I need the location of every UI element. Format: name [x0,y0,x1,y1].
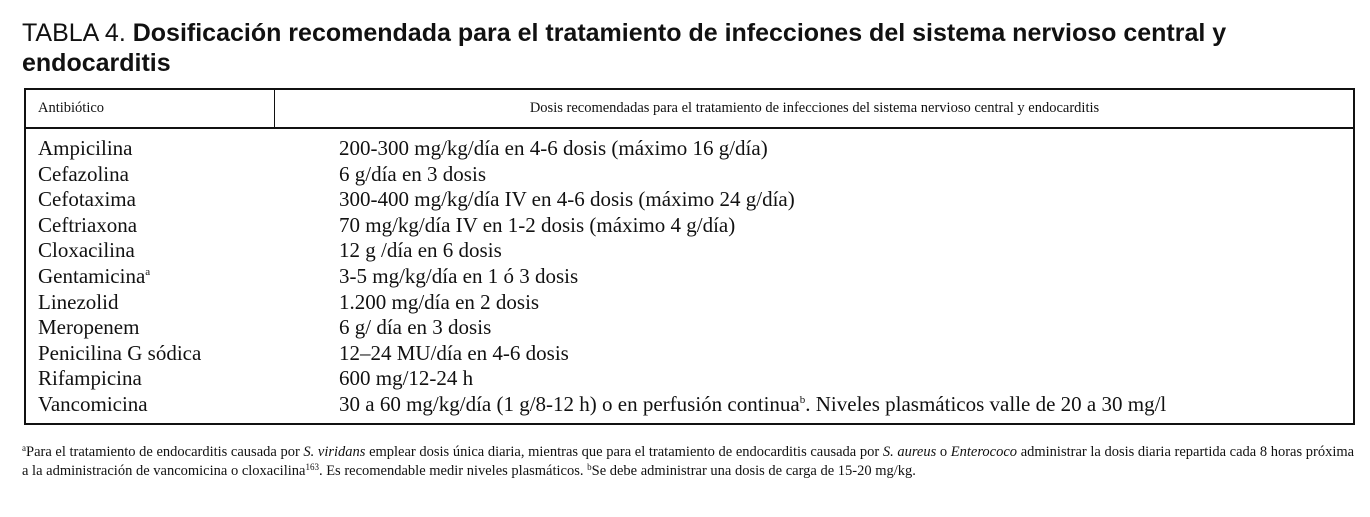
drug-name: Penicilina G sódica [38,340,202,365]
footnote-text: administrar la dosis diaria repartida cada 8 horas próxima a la administración de vancomicina o cloxacilina [22,444,1355,479]
table-row [26,213,1353,239]
footnote-text: . Es recomendable medir niveles plasmáticos. [318,463,588,479]
drug-dose-cell [339,392,1166,417]
drug-dose: 12–24 MU/día en 4-6 dosis [339,340,569,365]
header-antibiotic: Antibiótico [38,100,105,116]
drug-dose: 12 g /día en 6 dosis [339,238,502,263]
table-caption: Dosificación recomendada para el tratamiento de infecciones del sistema nervioso central y endocarditis [22,19,1227,77]
table-label: TABLA 4. [22,19,126,47]
footnote-text: Para el tratamiento de endocarditis causada por [26,444,304,460]
drug-name: Linezolid [38,289,119,314]
species-name: Enterococo [950,444,1018,460]
table-row [26,136,1353,162]
drug-name: Gentamicina [38,263,146,288]
drug-dose: 6 g/día en 3 dosis [339,161,486,186]
dosage-table [24,88,1355,425]
drug-dose: 3-5 mg/kg/día en 1 ó 3 dosis [339,263,579,288]
table-row [26,238,1353,264]
table-body [26,136,1353,418]
footnote-marker-a: a [145,265,151,278]
reference-marker: 163 [305,462,319,472]
footnote-text: emplear dosis única diaria, mientras que para el tratamiento de endocarditis causada por [365,444,883,460]
table-header-row [26,90,1353,129]
drug-dose: 70 mg/kg/día IV en 1-2 dosis (máximo 4 g/día) [339,212,736,237]
drug-dose: 300-400 mg/kg/día IV en 4-6 dosis (máximo 24 g/día) [339,187,795,212]
table-row [26,392,1353,418]
species-name: S. aureus [882,444,937,460]
table-row [26,162,1353,188]
drug-name: Vancomicina [38,391,148,416]
table-row [26,264,1353,290]
drug-name: Ceftriaxona [38,212,138,237]
table-row [26,315,1353,341]
footnote-marker-b: b [799,393,806,406]
drug-dose: 600 mg/12-24 h [339,366,474,391]
drug-name: Meropenem [38,315,140,340]
drug-dose: 200-300 mg/kg/día en 4-6 dosis (máximo 16 g/día) [339,136,768,160]
drug-dose-tail: . Niveles plasmáticos valle de 20 a 30 mg/l [805,391,1167,416]
drug-name: Cefotaxima [38,187,136,212]
header-dosis: Dosis recomendadas para el tratamiento de infecciones del sistema nervioso central y endocarditis [529,100,1100,116]
drug-dose: 30 a 60 mg/kg/día (1 g/8-12 h) o en perfusión continua [339,391,800,416]
table-row [26,366,1353,392]
drug-dose: 6 g/ día en 3 dosis [339,315,492,340]
footnote-text: o [936,444,951,460]
drug-name: Cloxacilina [38,238,135,263]
table-row [26,290,1353,316]
drug-name: Cefazolina [38,161,129,186]
drug-name: Ampicilina [38,136,133,160]
table-row [26,187,1353,213]
table-row [26,341,1353,367]
table-footnote [22,443,1358,481]
table-title [22,18,1342,78]
header-divider [274,90,275,127]
drug-name-cell [38,264,150,289]
footnote-marker-b: b [587,462,592,472]
footnote-text: Se debe administrar una dosis de carga de 15-20 mg/kg. [591,463,916,479]
species-name: S. viridans [303,444,366,460]
drug-dose: 1.200 mg/día en 2 dosis [339,289,540,314]
footnote-marker-a: a [22,443,26,453]
drug-name: Rifampicina [38,366,142,391]
